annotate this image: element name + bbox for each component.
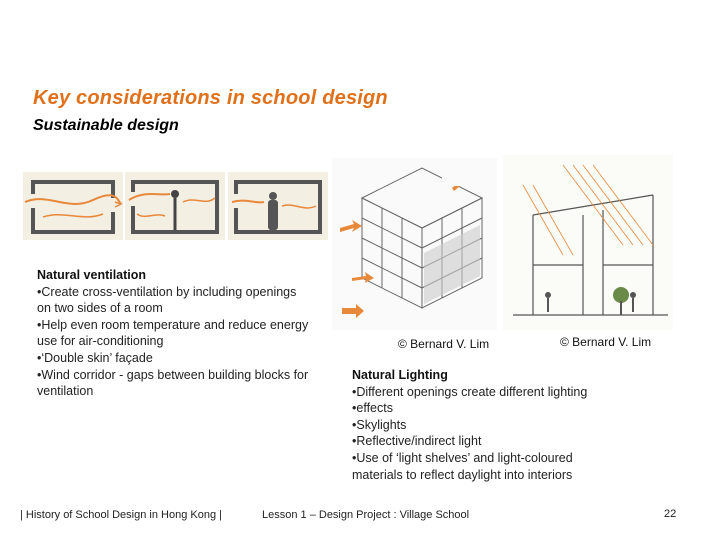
ventilation-line: use for air-conditioning — [37, 334, 164, 349]
lighting-line: •Reflective/indirect light — [352, 434, 482, 449]
ventilation-line: •‘Double skin’ façade — [37, 350, 153, 365]
ventilation-line: ventilation — [37, 384, 94, 399]
lighting-line: •Skylights — [352, 417, 407, 432]
ventilation-sketch-1 — [23, 172, 123, 240]
lighting-line: materials to reflect daylight into interiors — [352, 467, 573, 482]
ventilation-line: •Wind corridor - gaps between building blocks for — [37, 367, 309, 382]
lighting-line: •Use of ‘light shelves’ and light-coloured — [352, 450, 573, 465]
ventilation-sketch-3 — [228, 172, 328, 240]
lighting-line: •effects — [352, 401, 393, 416]
lighting-text-block — [352, 367, 642, 483]
page-number: 22 — [664, 508, 677, 520]
slide-subtitle: Sustainable design — [33, 117, 179, 134]
ventilation-sketch-2 — [125, 172, 225, 240]
ventilation-line: •Create cross-ventilation by including openings — [37, 284, 297, 299]
lighting-heading: Natural Lighting — [352, 368, 448, 382]
footer-course-title: | History of School Design in Hong Kong | — [20, 509, 222, 521]
ventilation-text-block — [37, 267, 367, 400]
lighting-line: •Different openings create different lighting — [352, 384, 588, 399]
image-credit-middle: © Bernard V. Lim — [398, 337, 490, 351]
daylighting-section-diagram — [503, 155, 673, 330]
image-credit-right: © Bernard V. Lim — [560, 335, 652, 349]
footer-lesson-title: Lesson 1 – Design Project : Village School — [262, 509, 470, 521]
slide-title: Key considerations in school design — [33, 87, 388, 109]
ventilation-line: •Help even room temperature and reduce energy — [37, 317, 309, 332]
ventilation-heading: Natural ventilation — [37, 268, 147, 282]
ventilation-line: on two sides of a room — [37, 301, 163, 316]
